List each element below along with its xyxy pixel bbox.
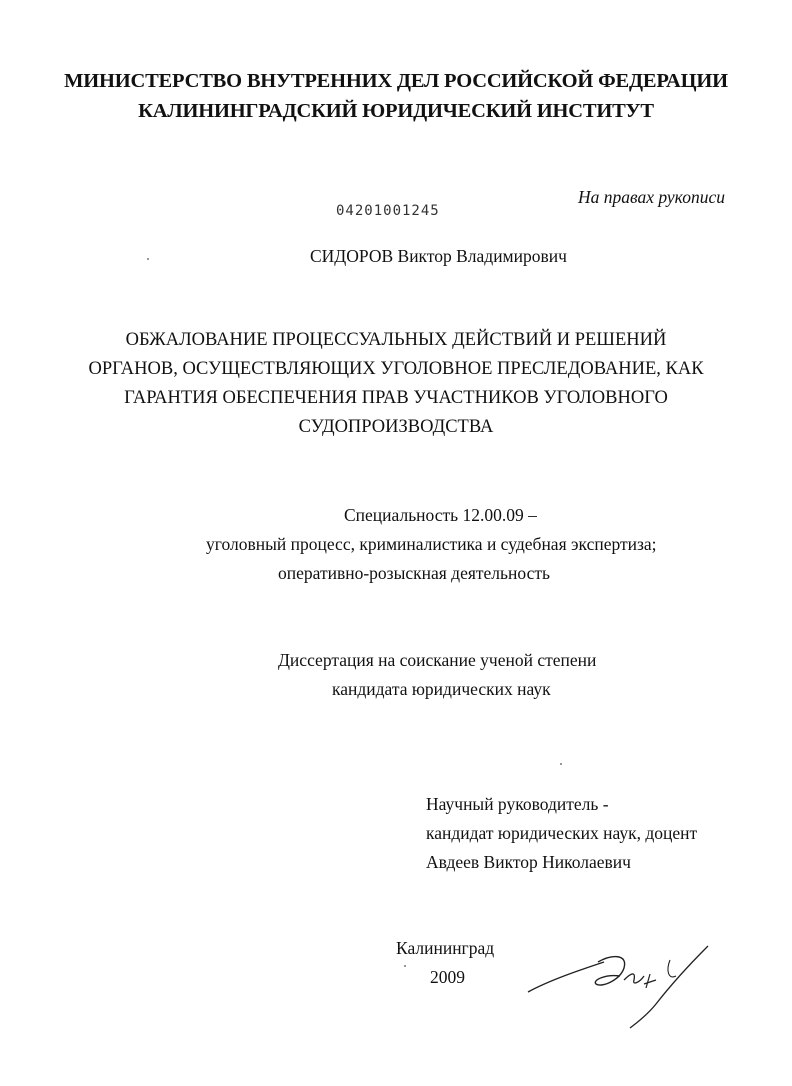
specialty-code: Специальность 12.00.09 – [344,505,537,525]
supervisor-role: Научный руководитель - [426,794,609,814]
city: Калининград [396,938,495,958]
degree-line-1: Диссертация на соискание ученой степени [278,650,597,670]
scan-speck [147,258,149,260]
ministry-heading: МИНИСТЕРСТВО ВНУТРЕННИХ ДЕЛ РОССИЙСКОЙ ФЕДЕРАЦИИ [64,70,728,92]
supervisor-credentials: кандидат юридических наук, доцент [426,823,698,843]
registration-number: 04201001245 [336,203,440,219]
title-line-2: ОРГАНОВ, ОСУЩЕСТВЛЯЮЩИХ УГОЛОВНОЕ ПРЕСЛЕДОВАНИЕ, КАК [88,359,704,379]
supervisor-name: Авдеев Виктор Николаевич [426,852,631,872]
author-name: СИДОРОВ Виктор Владимирович [310,246,567,266]
specialty-name: уголовный процесс, криминалистика и судебная экспертиза; [206,534,657,554]
institute-heading: КАЛИНИНГРАДСКИЙ ЮРИДИЧЕСКИЙ ИНСТИТУТ [138,100,654,122]
scan-speck [404,965,406,967]
manuscript-note: На правах рукописи [578,187,725,207]
title-line-1: ОБЖАЛОВАНИЕ ПРОЦЕССУАЛЬНЫХ ДЕЙСТВИЙ И РЕШЕНИЙ [125,330,667,350]
signature-icon [520,940,710,1030]
specialty-subfield: оперативно-розыскная деятельность [278,563,550,583]
title-line-3: ГАРАНТИЯ ОБЕСПЕЧЕНИЯ ПРАВ УЧАСТНИКОВ УГОЛОВНОГО [124,388,668,408]
year: 2009 [430,967,465,987]
scan-speck [560,763,562,765]
title-line-4: СУДОПРОИЗВОДСТВА [298,417,494,437]
degree-line-2: кандидата юридических наук [332,679,551,699]
